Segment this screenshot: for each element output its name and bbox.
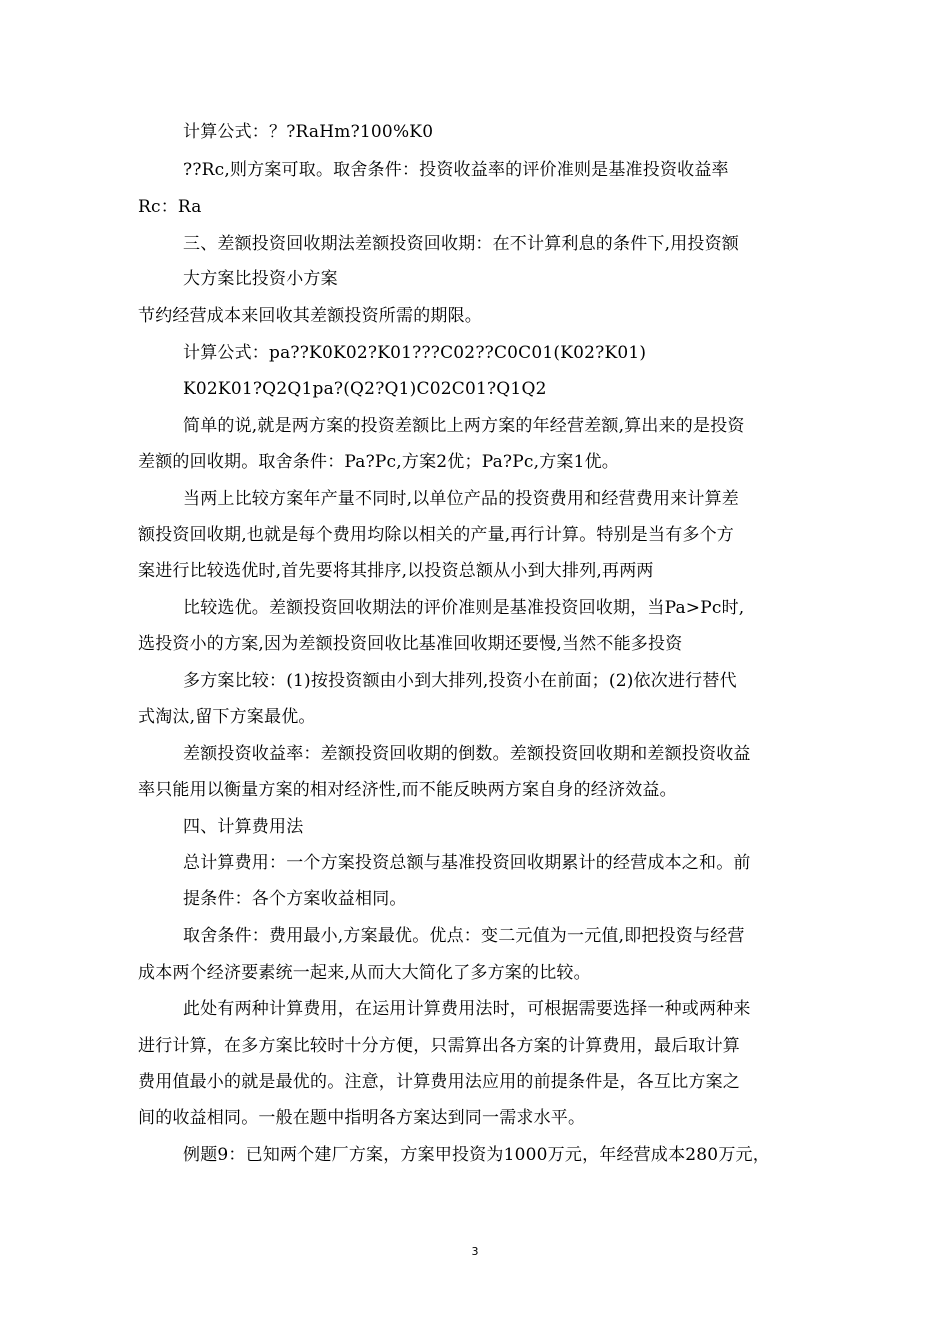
text-line: 率只能用以衡量方案的相对经济性,而不能反映两方案自身的经济效益。 [138, 780, 677, 800]
text-line: 选投资小的方案,因为差额投资回收比基准回收期还要慢,当然不能多投资 [138, 634, 683, 654]
text-line: 此处有两种计算费用，在运用计算费用法时，可根据需要选择一种或两种来 [183, 999, 751, 1019]
text-line: K02K01?Q2Q1pa?(Q2?Q1)C02C01?Q1Q2 [183, 379, 547, 399]
text-line: 取舍条件：费用最小,方案最优。优点：变二元值为一元值,即把投资与经营 [183, 926, 745, 946]
text-line: 三、差额投资回收期法差额投资回收期：在不计算利息的条件下,用投资额 [183, 234, 740, 254]
text-line: 比较选优。差额投资回收期法的评价准则是基准投资回收期，当Pa>Pc时, [183, 598, 745, 618]
text-line: 式淘汰,留下方案最优。 [138, 707, 316, 727]
text-line: 差额投资收益率：差额投资回收期的倒数。差额投资回收期和差额投资收益 [183, 744, 751, 764]
text-line: 额投资回收期,也就是每个费用均除以相关的产量,再行计算。特别是当有多个方 [138, 525, 735, 545]
text-line: 大方案比投资小方案 [183, 269, 338, 289]
text-line: 计算公式：？?RaHm?100%K0 [183, 122, 434, 142]
text-line: 总计算费用：一个方案投资总额与基准投资回收期累计的经营成本之和。前 [183, 853, 751, 873]
text-line: 提条件：各个方案收益相同。 [183, 889, 407, 909]
text-line: 间的收益相同。一般在题中指明各方案达到同一需求水平。 [138, 1108, 586, 1128]
text-line: ??Rc,则方案可取。取舍条件：投资收益率的评价准则是基准投资收益率 [183, 160, 729, 180]
text-line: 多方案比较：(1)按投资额由小到大排列,投资小在前面；(2)依次进行替代 [183, 671, 737, 691]
text-line: 成本两个经济要素统一起来,从而大大简化了多方案的比较。 [138, 963, 591, 983]
text-line: 差额的回收期。取舍条件：Pa?Pc,方案2优；Pa?Pc,方案1优。 [138, 452, 620, 472]
page-number: 3 [471, 1245, 479, 1258]
text-line: 例题9：已知两个建厂方案，方案甲投资为1000万元，年经营成本280万元， [183, 1145, 770, 1165]
text-line: 简单的说,就是两方案的投资差额比上两方案的年经营差额,算出来的是投资 [183, 416, 745, 436]
text-line: 费用值最小的就是最优的。注意，计算费用法应用的前提条件是，各互比方案之 [138, 1072, 740, 1092]
text-line: 案进行比较选优时,首先要将其排序,以投资总额从小到大排列,再两两 [138, 561, 654, 581]
text-line: 当两上比较方案年产量不同时,以单位产品的投资费用和经营费用来计算差 [183, 489, 740, 509]
text-line: 计算公式：pa??K0K02?K01???C02??C0C01(K02?K01) [183, 343, 647, 363]
text-line: 进行计算，在多方案比较时十分方便，只需算出各方案的计算费用，最后取计算 [138, 1036, 740, 1056]
text-line: Rc：Ra [138, 197, 202, 217]
text-line: 四、计算费用法 [183, 817, 304, 837]
text-line: 节约经营成本来回收其差额投资所需的期限。 [138, 306, 482, 326]
